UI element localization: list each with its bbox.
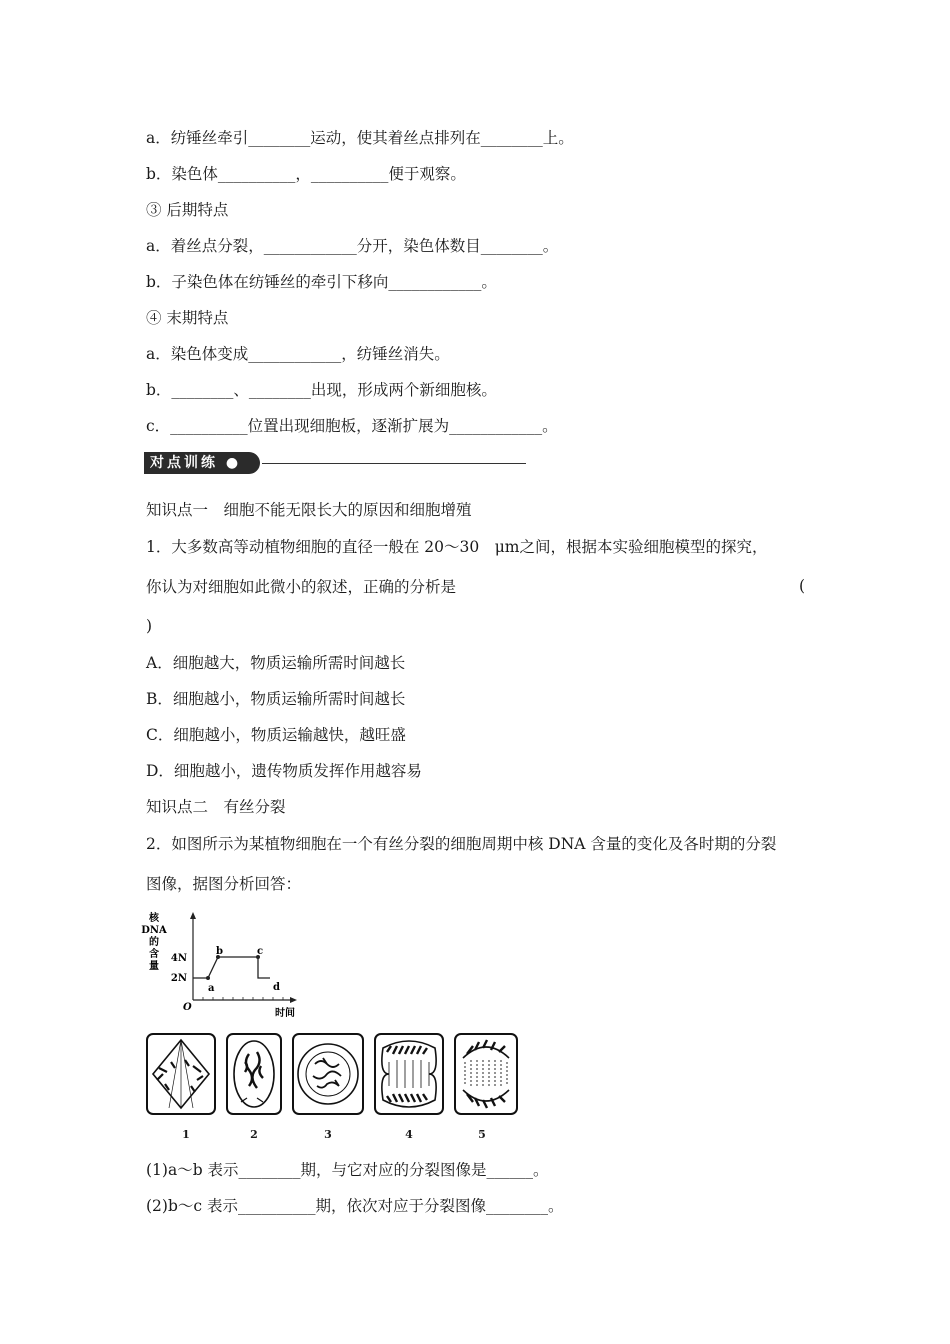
section-rule <box>262 463 526 464</box>
point-b-label: b <box>216 946 223 957</box>
y-label-2: DNA <box>141 925 167 936</box>
x-label: 时间 <box>275 1008 295 1019</box>
answer-paren-open: ( <box>799 577 806 595</box>
metaphase-line-b: b．染色体__________，__________便于观察。 <box>146 165 466 183</box>
y-label-4: 含 <box>149 949 159 960</box>
cell-image-2 <box>227 1034 281 1114</box>
anaphase-line-b: b．子染色体在纺锤丝的牵引下移向____________。 <box>146 273 497 291</box>
cell-label-5: 5 <box>478 1128 486 1141</box>
telophase-line-a: a．染色体变成____________，纺锤丝消失。 <box>146 345 450 363</box>
cell-label-2: 2 <box>250 1128 258 1141</box>
telophase-line-c: c．__________位置出现细胞板，逐渐扩展为____________。 <box>146 417 558 435</box>
question-2-stem-line1: 2．如图所示为某植物细胞在一个有丝分裂的细胞周期中核 DNA 含量的变化及各时期的分裂 <box>146 835 777 853</box>
answer-paren-close: ) <box>146 617 153 635</box>
section-label: 对点训练 ● <box>144 452 260 474</box>
tick-4n: 4N <box>170 953 187 964</box>
question-2-sub-1: (1)a～b 表示________期，与它对应的分裂图像是______。 <box>146 1161 549 1179</box>
y-label-3: 的 <box>149 937 159 948</box>
question-1-stem-line2: 你认为对细胞如此微小的叙述，正确的分析是 <box>146 578 457 596</box>
telophase-heading: ④ 末期特点 <box>146 309 229 327</box>
point-a-label: a <box>208 983 215 994</box>
cell-division-images <box>145 1032 520 1118</box>
x-axis-arrow <box>290 997 297 1003</box>
option-c: C．细胞越小，物质运输越快，越旺盛 <box>146 726 406 744</box>
question-2-stem-line2: 图像，据图分析回答： <box>146 875 302 893</box>
question-1-stem-line1: 1．大多数高等动植物细胞的直径一般在 20～30 μm之间，根据本实验细胞模型的探究， <box>146 538 768 556</box>
cell-image-4 <box>375 1034 443 1114</box>
y-label-5: 量 <box>149 961 159 972</box>
cell-image-3 <box>293 1034 363 1114</box>
point-a-marker <box>206 976 210 980</box>
anaphase-heading: ③ 后期特点 <box>146 201 229 219</box>
option-b: B．细胞越小，物质运输所需时间越长 <box>146 690 406 708</box>
dna-curve <box>193 957 270 978</box>
cell-label-1: 1 <box>182 1128 190 1141</box>
anaphase-line-a: a．着丝点分裂，____________分开，染色体数目________。 <box>146 237 559 255</box>
option-a: A．细胞越大，物质运输所需时间越长 <box>146 654 406 672</box>
point-c-label: c <box>257 946 264 957</box>
telophase-line-b: b．________、________出现，形成两个新细胞核。 <box>146 381 497 399</box>
cell-label-3: 3 <box>324 1128 332 1141</box>
y-label-1: 核 <box>149 913 159 924</box>
origin-label: O <box>183 1002 192 1013</box>
knowledge-point-2-title: 知识点二 有丝分裂 <box>146 798 286 816</box>
dna-content-graph <box>140 908 310 1020</box>
cell-image-1 <box>147 1034 215 1114</box>
cell-label-4: 4 <box>405 1128 413 1141</box>
knowledge-point-1-title: 知识点一 细胞不能无限长大的原因和细胞增殖 <box>146 501 472 519</box>
cell-image-5 <box>455 1034 517 1114</box>
option-d: D．细胞越小，遗传物质发挥作用越容易 <box>146 762 422 780</box>
metaphase-line-a: a．纺锤丝牵引________运动，使其着丝点排列在________上。 <box>146 129 574 147</box>
point-d-label: d <box>273 982 280 993</box>
section-header <box>144 452 526 474</box>
tick-2n: 2N <box>170 973 187 984</box>
question-2-sub-2: (2)b～c 表示__________期，依次对应于分裂图像________。 <box>146 1197 564 1215</box>
y-axis-arrow <box>190 912 196 919</box>
